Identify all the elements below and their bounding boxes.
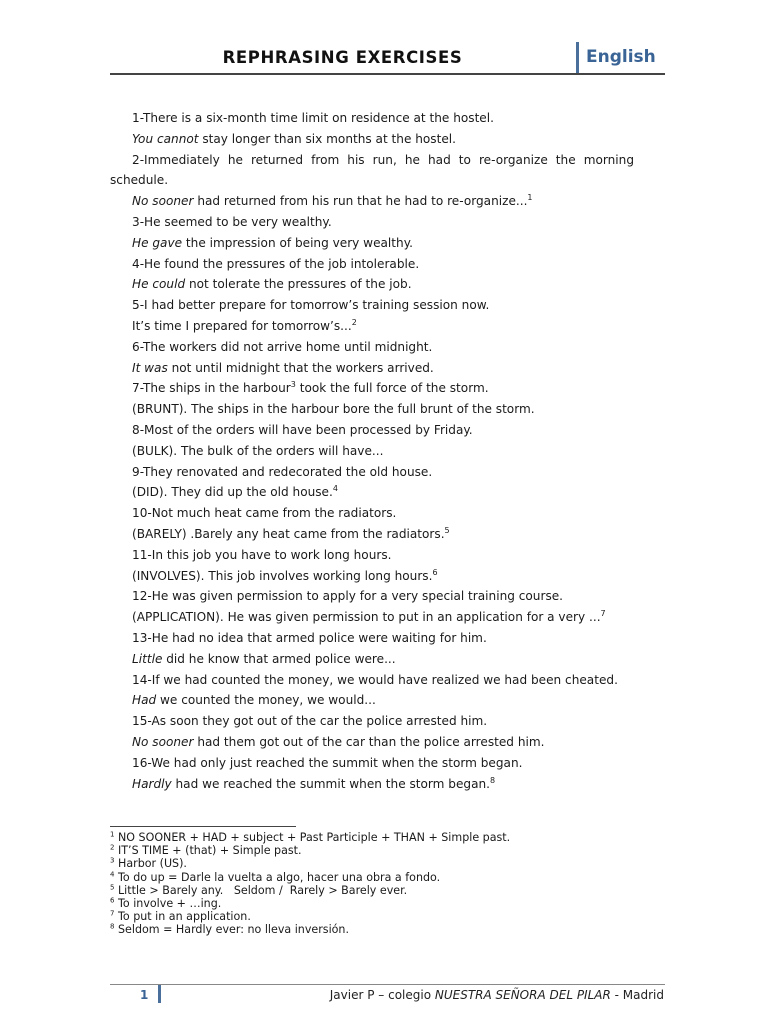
footnote-number: 4 — [110, 869, 115, 878]
footnote-ref[interactable]: 8 — [490, 775, 496, 785]
footnote-number: 3 — [110, 856, 115, 865]
subject-label: English — [586, 47, 656, 67]
footnote-number: 2 — [110, 843, 115, 852]
footer-separator — [158, 985, 161, 1003]
exercise-answer: Little did he know that armed police were... — [132, 651, 396, 666]
exercise-question: 6-The workers did not arrive home until midnight. — [132, 339, 433, 354]
exercise-answer: (BRUNT). The ships in the harbour bore the full brunt of the storm. — [132, 402, 535, 417]
footnote-separator — [110, 826, 296, 827]
header-separator — [576, 42, 579, 74]
exercise-answer: (DID). They did up the old house.$^4$ — [132, 484, 338, 500]
footer-rule — [110, 984, 665, 985]
exercise-answer: It was not until midnight that the workers arrived. — [132, 360, 434, 375]
exercise-answer: (APPLICATION). He was given permission to put in an application for a very ...$^7$ — [132, 609, 606, 625]
exercise-question: 4-He found the pressures of the job intolerable. — [132, 256, 420, 271]
footnote-number: 5 — [110, 883, 115, 892]
footer-credit — [330, 988, 664, 1002]
page-header — [110, 42, 665, 74]
exercise-answer: Had we counted the money, we would... — [132, 693, 376, 708]
exercise-question: 11-In this job you have to work long hours. — [132, 547, 392, 562]
page-number: 1 — [140, 988, 149, 1002]
exercise-question: 9-They renovated and redecorated the old house. — [132, 464, 433, 479]
footnote-list — [110, 831, 670, 937]
exercise-answer: Hardly had we reached the summit when the storm began.$^8$ — [132, 775, 496, 791]
exercise-question: 3-He seemed to be very wealthy. — [132, 214, 332, 229]
footnote-item: $^4$ To do up = Darle la vuelta a algo, hacer una obra a fondo. — [110, 869, 441, 884]
answer-keyword: He gave — [132, 235, 183, 250]
footnote-item: $^2$ IT’S TIME + (that) + Simple past. — [110, 843, 302, 858]
exercise-answer: He gave the impression of being very wealthy. — [132, 235, 413, 250]
footnote-number: 7 — [110, 909, 115, 918]
exercise-list — [110, 108, 634, 794]
header-rule — [110, 73, 665, 75]
exercise-question: 7-The ships in the harbour$^3$ took the full force of the storm. — [132, 380, 489, 396]
answer-keyword: Little — [132, 651, 163, 666]
exercise-question: 5-I had better prepare for tomorrow’s training session now. — [132, 298, 490, 313]
exercise-answer: (BULK). The bulk of the orders will have... — [132, 443, 384, 458]
document-title: REPHRASING EXERCISES — [222, 48, 463, 67]
exercise-answer: It’s time I prepared for tomorrow’s...$^2$ — [132, 317, 357, 333]
answer-keyword: Hardly — [132, 776, 172, 791]
exercise-answer: No sooner had them got out of the car than the police arrested him. — [132, 734, 545, 749]
answer-keyword: He could — [132, 277, 186, 292]
exercise-question: 12-He was given permission to apply for a very special training course. — [132, 589, 564, 604]
footnote-ref[interactable]: 5 — [444, 525, 450, 535]
exercise-question: 16-We had only just reached the summit when the storm began. — [132, 755, 523, 770]
exercise-answer: (BARELY) .Barely any heat came from the radiators.$^5$ — [132, 525, 450, 541]
footnote-item: $^1$ NO SOONER + HAD + subject + Past Participle + THAN + Simple past. — [110, 830, 511, 844]
footnote-number: 6 — [110, 896, 115, 905]
answer-keyword: No sooner — [132, 194, 194, 209]
footer-school: NUESTRA SEÑORA DEL PILAR — [434, 988, 611, 1002]
exercise-question: 10-Not much heat came from the radiators. — [132, 506, 397, 521]
footnote-ref[interactable]: 3 — [290, 380, 296, 390]
answer-keyword: You cannot — [132, 131, 199, 146]
exercise-question: 14-If we had counted the money, we would have realized we had been cheated. — [132, 672, 618, 687]
exercise-question: 13-He had no idea that armed police were waiting for him. — [132, 630, 487, 645]
footnote-item: $^6$ To involve + …ing. — [110, 896, 222, 911]
footnote-item: $^8$ Seldom = Hardly ever: no lleva inversión. — [110, 922, 349, 937]
footnote-number: 8 — [110, 922, 115, 931]
footnote-number: 1 — [110, 830, 115, 839]
footnote-item: $^3$ Harbor (US). — [110, 856, 187, 871]
exercise-answer: (INVOLVES). This job involves working long hours.$^6$ — [132, 567, 438, 583]
footnote-ref[interactable]: 7 — [600, 609, 606, 619]
footnote-ref[interactable]: 4 — [332, 484, 338, 494]
footnote-ref[interactable]: 2 — [351, 317, 357, 327]
footnote-ref[interactable]: 1 — [527, 193, 533, 203]
exercise-question: 8-Most of the orders will have been processed by Friday. — [132, 422, 473, 437]
footnote-ref[interactable]: 6 — [432, 567, 438, 577]
exercise-question: 1-There is a six-month time limit on residence at the hostel. — [132, 111, 494, 125]
footer-author: Javier P – colegio — [329, 988, 435, 1002]
answer-keyword: It was — [132, 360, 168, 375]
footnote-item: $^7$ To put in an application. — [110, 909, 251, 924]
exercise-answer: You cannot stay longer than six months at the hostel. — [132, 131, 456, 146]
answer-keyword: Had — [132, 693, 157, 708]
exercise-question: 2-Immediately he returned from his run, he had to re-organize the morning schedule. — [110, 152, 634, 188]
answer-keyword: No sooner — [132, 734, 194, 749]
exercise-question: 15-As soon they got out of the car the police arrested him. — [132, 714, 488, 729]
footnote-item: $^5$ Little > Barely any. Seldom / Rarely > Barely ever. — [110, 883, 408, 897]
footer-city: - Madrid — [610, 988, 664, 1002]
exercise-answer: No sooner had returned from his run that he had to re-organize...$^1$ — [132, 193, 533, 209]
exercise-answer: He could not tolerate the pressures of the job. — [132, 277, 412, 292]
